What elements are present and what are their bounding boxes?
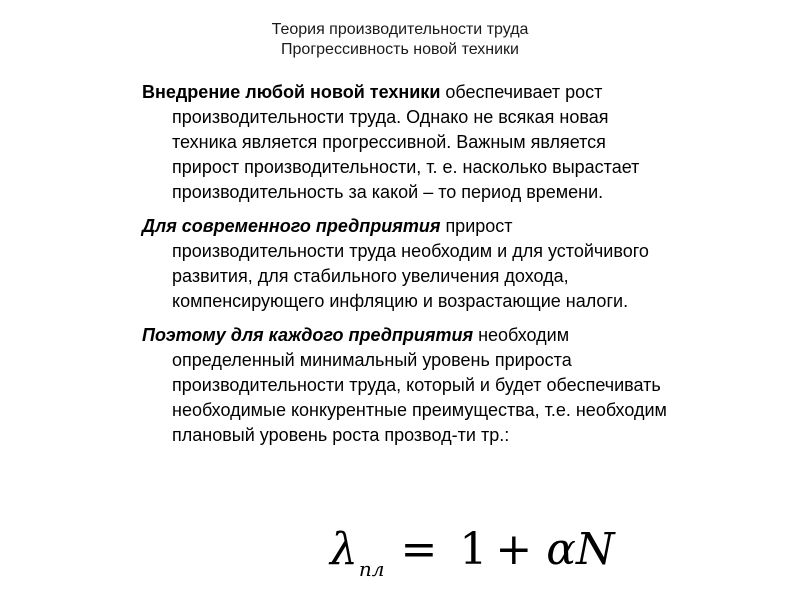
formula-lambda: λ xyxy=(330,524,358,575)
paragraph-line xyxy=(142,80,792,105)
formula-alpha: α xyxy=(546,524,576,575)
paragraph-line: плановый уровень роста прозвод-ти тр.: xyxy=(172,425,510,445)
paragraph-line xyxy=(142,214,792,239)
paragraph-lead: Внедрение любой новой техники xyxy=(142,82,441,102)
paragraph-lead: Поэтому для каждого предприятия xyxy=(142,325,474,345)
paragraph-text: прирост xyxy=(440,216,513,236)
paragraph-line: производительности труда необходим и для устойчивого xyxy=(172,241,649,261)
paragraph-text: необходим xyxy=(473,325,570,345)
paragraph-line: прирост производительности, т. е. насколько вырастает xyxy=(172,157,640,177)
paragraph-line xyxy=(142,323,792,348)
formula xyxy=(330,520,614,580)
formula-n: N xyxy=(575,524,615,575)
paragraph-line: производительности труда, который и будет обеспечивать xyxy=(172,375,661,395)
paragraph-line: определенный минимальный уровень прироста xyxy=(172,350,572,370)
paragraph-2 xyxy=(142,214,792,314)
paragraph-line: развития, для стабильного увеличения дохода, xyxy=(172,266,569,286)
slide-content xyxy=(142,80,792,457)
paragraph-3 xyxy=(142,323,792,448)
paragraph-line: производительности труда. Однако не всякая новая xyxy=(172,107,609,127)
paragraph-1 xyxy=(142,80,792,205)
paragraph-line: компенсирующего инфляцию и возрастающие налоги. xyxy=(172,291,629,311)
paragraph-line: необходимые конкурентные преимущества, т.е. необходим xyxy=(172,400,667,420)
paragraph-text: обеспечивает рост xyxy=(440,82,603,102)
formula-one: 1 xyxy=(459,524,488,575)
title-line-2: Прогрессивность новой техники xyxy=(281,41,519,58)
formula-plus: + xyxy=(495,524,533,575)
paragraph-line: техника является прогрессивной. Важным является xyxy=(172,132,606,152)
paragraph-line: производительность за какой – то период времени. xyxy=(172,182,604,202)
formula-subscript: пл xyxy=(358,557,385,581)
title-line-1: Теория производительности труда xyxy=(271,21,529,38)
formula-equals: = xyxy=(400,524,438,575)
paragraph-lead: Для современного предприятия xyxy=(142,216,441,236)
slide-title xyxy=(0,20,800,60)
